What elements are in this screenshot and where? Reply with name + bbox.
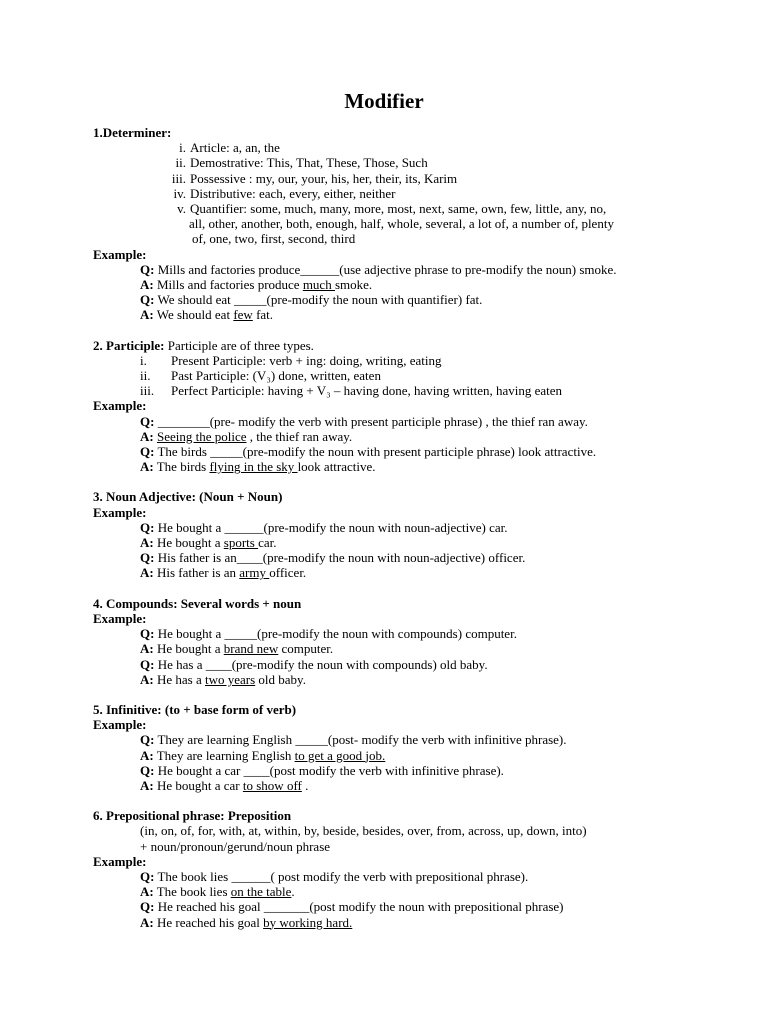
question-label: Q: [140,868,155,884]
question-label: Q: [140,899,155,915]
answer-label: A: [140,277,154,293]
list-number: v. [177,201,186,217]
underlined-answer: on the table [230,884,292,900]
underlined-answer: flying in the sky [209,459,298,475]
line-text-end: old baby. [255,671,306,687]
line-text: They are learning English [156,747,295,763]
line-text-end: car. [258,535,277,551]
answer-line [93,884,733,899]
question-label: Q: [140,732,155,748]
list-text: Perfect Participle: having + V₃ – having done, having written, having eaten [171,383,563,399]
answer-line [93,672,733,687]
list-item [93,201,733,216]
question-label: Q: [140,626,155,642]
section-heading-rest: Participle are of three types. [164,337,314,353]
section-prepositional-phrase [93,808,733,930]
question-line [93,732,733,747]
question-label: Q: [140,656,155,672]
list-number: i. [140,352,147,368]
underlined-answer: Seeing the police [156,428,247,444]
section-heading: 3. Noun Adjective: (Noun + Noun) [93,489,283,505]
answer-label: A: [140,671,154,687]
answer-label: A: [140,747,154,763]
underlined-answer: brand new [223,641,279,657]
list-item [93,186,733,201]
example-label: Example: [93,398,147,414]
qa-block [93,414,733,475]
list-text: Past Participle: (V₃) done, written, eaten [171,368,381,384]
qa-block [93,262,733,323]
line-text: The book lies ______( post modify the verb with prepositional phrase). [157,868,529,884]
list-item [93,368,733,383]
determiner-list [93,140,733,246]
line-text: We should eat _____(pre-modify the noun with quantifier) fat. [157,292,483,308]
qa-block [93,626,733,687]
section-infinitive [93,702,733,793]
line-text: Mills and factories produce [156,277,303,293]
answer-label: A: [140,884,154,900]
question-label: Q: [140,413,155,429]
line-text: He bought a car [156,777,243,793]
section-heading: 1.Determiner: [93,125,172,140]
line-text: He bought a _____(pre-modify the noun with compounds) computer. [157,626,517,642]
underlined-answer: by working hard. [263,914,353,930]
answer-label: A: [140,307,154,323]
example-label: Example: [93,717,147,733]
line-text: He bought a [156,535,224,551]
question-label: Q: [140,762,155,778]
answer-line [93,915,733,930]
qa-block [93,732,733,793]
answer-label: A: [140,428,154,444]
section-heading: 2. Participle: [93,337,165,353]
line-text: His father is an____(pre-modify the noun with noun-adjective) officer. [157,550,526,566]
line-text: He reached his goal _______(post modify the noun with prepositional phrase) [157,899,564,915]
question-line [93,292,733,307]
list-number: iii. [171,170,186,186]
section-heading: 5. Infinitive: (to + base form of verb) [93,701,297,717]
line-text-end: computer. [278,641,334,657]
underlined-answer: sports [223,535,259,551]
line-text: He has a ____(pre-modify the noun with compounds) old baby. [157,656,488,672]
answer-label: A: [140,565,154,581]
answer-line [93,778,733,793]
line-text: He has a [156,671,205,687]
underlined-answer: few [233,307,253,323]
list-text: Demostrative: This, That, These, Those, Such [190,155,428,171]
underlined-answer: two years [204,671,256,687]
section-noun-adjective [93,489,733,580]
answer-label: A: [140,535,154,551]
question-line [93,763,733,778]
question-line [93,657,733,672]
list-item [93,353,733,368]
answer-line [93,565,733,580]
question-line [93,550,733,565]
document-body [93,125,733,930]
list-item [93,155,733,170]
participle-list [93,353,733,399]
answer-line [93,748,733,763]
list-text: Possessive : my, our, your, his, her, their, its, Karim [190,170,458,186]
underlined-answer: to get a good job. [294,747,386,763]
list-item [93,140,733,155]
question-line [93,899,733,914]
preposition-list: (in, on, of, for, with, at, within, by, beside, besides, over, from, across, up, down, into) [140,823,587,839]
section-determiner [93,125,733,323]
list-number: ii. [175,155,186,171]
example-label: Example: [93,853,147,869]
line-text-end: fat. [252,307,274,323]
answer-line [93,307,733,322]
list-number: i. [179,140,186,156]
section-heading: 4. Compounds: Several words + noun [93,595,302,611]
list-number: iv. [173,185,186,201]
line-text: Mills and factories produce______(use adjective phrase to pre-modify the noun) smoke. [157,261,617,277]
question-line [93,626,733,641]
question-line [93,444,733,459]
section-compounds [93,596,733,687]
list-text: Article: a, an, the [190,140,280,156]
list-text: Present Participle: verb + ing: doing, writing, eating [171,352,442,368]
line-text: He bought a [156,641,224,657]
line-text: They are learning English _____(post- modify the verb with infinitive phrase). [157,732,567,748]
underlined-answer: army [239,565,270,581]
example-label: Example: [93,504,147,520]
preposition-object-line: + noun/pronoun/gerund/noun phrase [140,838,331,854]
line-text-end: , the thief ran away. [246,428,353,444]
question-line [93,262,733,277]
answer-label: A: [140,459,154,475]
question-label: Q: [140,550,155,566]
example-label: Example: [93,610,147,626]
example-label: Example: [93,246,147,262]
question-line [93,520,733,535]
line-text: He bought a car ____(post modify the verb with infinitive phrase). [157,762,504,778]
list-text: Quantifier: some, much, many, more, most, next, same, own, few, little, any, no, [190,201,607,217]
line-text: We should eat [156,307,234,323]
answer-label: A: [140,777,154,793]
answer-line [93,535,733,550]
answer-line [93,277,733,292]
list-number: iii. [140,383,155,399]
answer-line [93,641,733,656]
list-continuation: of, one, two, first, second, third [192,231,356,247]
list-item [93,383,733,398]
section-heading: 6. Prepositional phrase: Preposition [93,808,292,824]
qa-block [93,520,733,581]
line-text: The birds _____(pre-modify the noun with present participle phrase) look attractive. [157,444,597,460]
list-continuation: all, other, another, both, enough, half, whole, several, a lot of, a number of, plenty [189,216,614,232]
line-text-end: officer. [269,565,307,581]
line-text: His father is an [156,565,240,581]
qa-block [93,869,733,930]
question-line [93,414,733,429]
page-title: Modifier [344,89,424,113]
answer-line [93,429,733,444]
line-text: ________(pre- modify the verb with present participle phrase) , the thief ran away. [157,413,588,429]
underlined-answer: much [302,277,335,293]
answer-label: A: [140,914,154,930]
line-text-end: look attractive. [297,459,376,475]
line-text: The book lies [156,884,231,900]
question-line [93,869,733,884]
section-participle [93,338,733,475]
list-text: Distributive: each, every, either, neither [190,185,396,201]
line-text: He bought a ______(pre-modify the noun with noun-adjective) car. [157,519,508,535]
answer-line [93,459,733,474]
line-text-end: . [301,777,309,793]
line-text: He reached his goal [156,914,264,930]
question-label: Q: [140,519,155,535]
question-label: Q: [140,261,155,277]
line-text: The birds [156,459,210,475]
list-item [93,171,733,186]
underlined-answer: to show off [242,777,302,793]
question-label: Q: [140,292,155,308]
line-text-end: smoke. [334,277,373,293]
section-heading-line [93,338,733,353]
answer-label: A: [140,641,154,657]
list-number: ii. [140,368,151,384]
line-text-end: . [291,884,295,900]
question-label: Q: [140,444,155,460]
